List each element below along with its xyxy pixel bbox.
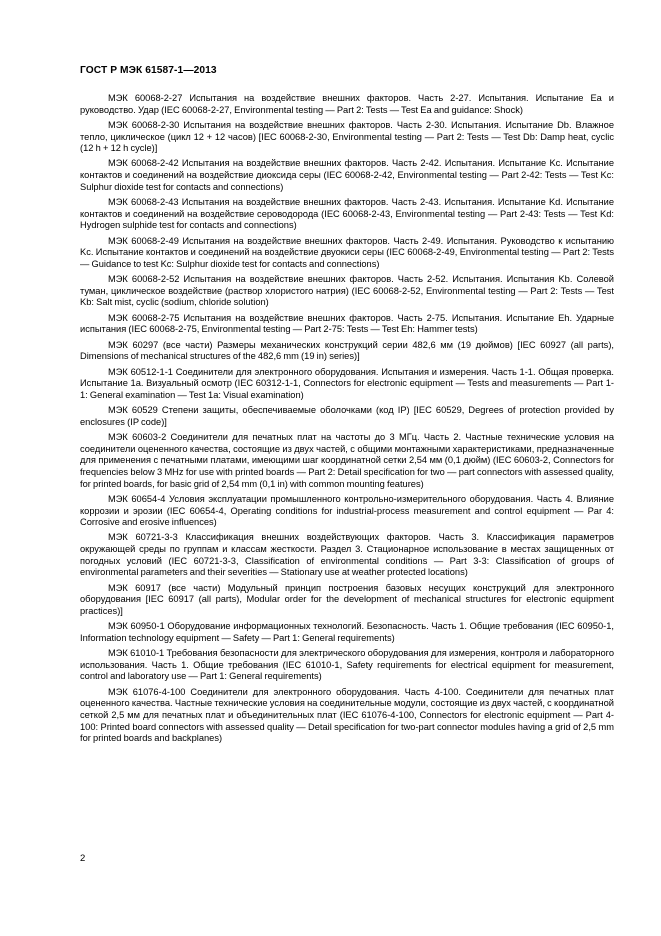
reference-entry: МЭК 60297 (все части) Размеры механических конструкций серии 482,6 мм (19 дюймов) [IEC 60927 (all parts), Dimensions of mechanical structures of the 482,6 mm (19 in) series)]	[80, 339, 614, 362]
reference-entry: МЭК 60721-3-3 Классификация внешних воздействующих факторов. Часть 3. Классификация параметров окружающей среды по группам и классам жесткости. Раздел 3. Стационарное использование в местах защищенных от погодных условий (IEC 60721-3-3, Classification of environmental conditions — Part 3-3: Classification of groups of environmental parameters and their severities — Stationary use at weather protected locations)	[80, 532, 614, 578]
reference-entry: МЭК 60512-1-1 Соединители для электронного оборудования. Испытания и измерения. Часть 1-1. Общая проверка. Испытание 1a. Визуальный осмотр (IEC 60312-1-1, Connectors for electronic equipment — Tests and measurements — Part 1-1: General examination — Test 1a: Visual examination)	[80, 366, 614, 400]
references-list	[80, 93, 614, 749]
document-header: ГОСТ Р МЭК 61587-1—2013	[80, 65, 217, 76]
reference-entry: МЭК 60068-2-43 Испытания на воздействие внешних факторов. Часть 2-43. Испытания. Испытание Kd. Испытание контактов и соединений на воздействие сероводорода (IEC 60068-2-43, Environmental testing — Part 2-43: Tests — Test Kd: Hydrogen sulphide test for contacts and connections)	[80, 197, 614, 231]
reference-entry: МЭК 60068-2-27 Испытания на воздействие внешних факторов. Часть 2-27. Испытания. Испытание Ea и руководство. Удар (IEC 60068-2-27, Environmental testing — Part 2: Tests — Test Ea and guidance: Shock)	[80, 93, 614, 115]
reference-entry: МЭК 60950-1 Оборудование информационных технологий. Безопасность. Часть 1. Общие требования (IEC 60950-1, Information technology equipment — Safety — Part 1: General requirements)	[80, 621, 614, 643]
reference-entry: МЭК 60068-2-30 Испытания на воздействие внешних факторов. Часть 2-30. Испытания. Испытание Db. Влажное тепло, циклическое (цикл 12 + 12 часов) [IEC 60068-2-30, Environmental testing — Part 2: Tests — Test Db: Damp heat, cyclic (12 h + 12 h cycle)]	[80, 119, 614, 154]
reference-entry: МЭК 61076-4-100 Соединители для электронного оборудования. Часть 4-100. Соединители для печатных плат оцененного качества. Частные технические условия на соединительные модули, состоящие из двух частей, с координатной сеткой 2,5 мм для печатных плат и объединительных плат (IEC 61076-4-100, Connectors for electronic equipment — Part 4-100: Printed board connectors with assessed quality — Detail specification for two-part connector modules having a grid of 2,5 mm for printed boards and backplanes)	[80, 686, 614, 744]
reference-entry: МЭК 60068-2-52 Испытания на воздействие внешних факторов. Часть 2-52. Испытания. Испытания Kb. Солевой туман, циклическое воздействие (раствор хлористого натрия) (IEC 60068-2-52, Environmental testing — Part 2: Tests — Test Kb: Salt mist, cyclic (sodium, chloride solution)	[80, 274, 614, 308]
reference-entry: МЭК 60529 Степени защиты, обеспечиваемые оболочками (код IP) [IEC 60529, Degrees of protection provided by enclosures (IP code)]	[80, 405, 614, 427]
reference-entry: МЭК 61010-1 Требования безопасности для электрического оборудования для измерения, контроля и лабораторного использования. Часть 1. Общие требования (IEC 61010-1, Safety requirements for electrical equipment for measurement, control and laboratory use — Part 1: General requirements)	[80, 648, 614, 682]
reference-entry: МЭК 60068-2-75 Испытания на воздействие внешних факторов. Часть 2-75. Испытания. Испытание Eh. Ударные испытания (IEC 60068-2-75, Environmental testing — Part 2-75: Tests — Test Eh: Hammer tests)	[80, 312, 614, 335]
reference-entry: МЭК 60654-4 Условия эксплуатации промышленного контрольно-измерительного оборудования. Часть 4. Влияние коррозии и эрозии (IEC 60654-4, Operating conditions for industrial-process measurement and control equipment — Par 4: Corrosive and erosive influences)	[80, 493, 614, 528]
reference-entry: МЭК 60068-2-49 Испытания на воздействие внешних факторов. Часть 2-49. Испытания. Руководство к испытанию Kc. Испытание контактов и соединений на воздействие двуокиси серы (IEC 60068-2-49, Environmental testing — Part 2: Tests — Guidance to test Kc: Sulphur dioxide test for contacts and connections)	[80, 235, 614, 269]
reference-entry: МЭК 60603-2 Соединители для печатных плат на частоты до 3 МГц. Часть 2. Частные технические условия на соединители оцененного качества, состоящие из двух частей, с общими монтажными характеристиками, предназначенные для применения с печатными платами, имеющими шаг координатной сетки 2,54 мм (0,1 дюйм) (IEC 60603-2, Connectors for frequencies below 3 MHz for use with printed boards — Part 2: Detail specification for two — part connectors with assessed quality, for printed boards, for basic grid of 2,54 mm (0,1 in) with common mounting features)	[80, 432, 614, 489]
page-number: 2	[80, 853, 86, 864]
reference-entry: МЭК 60068-2-42 Испытания на воздействие внешних факторов. Часть 2-42. Испытания. Испытание Kc. Испытание контактов и соединений на воздействие диоксида серы (IEC 60068-2-42, Environmental testing — Part 2-42: Tests — Test Kc: Sulphur dioxide test for contacts and connections)	[80, 158, 614, 192]
reference-entry: МЭК 60917 (все части) Модульный принцип построения базовых несущих конструкций для электронного оборудования [IEC 60917 (all parts), Modular order for the development of mechanical structures for electronic equipment practices)]	[80, 582, 614, 616]
